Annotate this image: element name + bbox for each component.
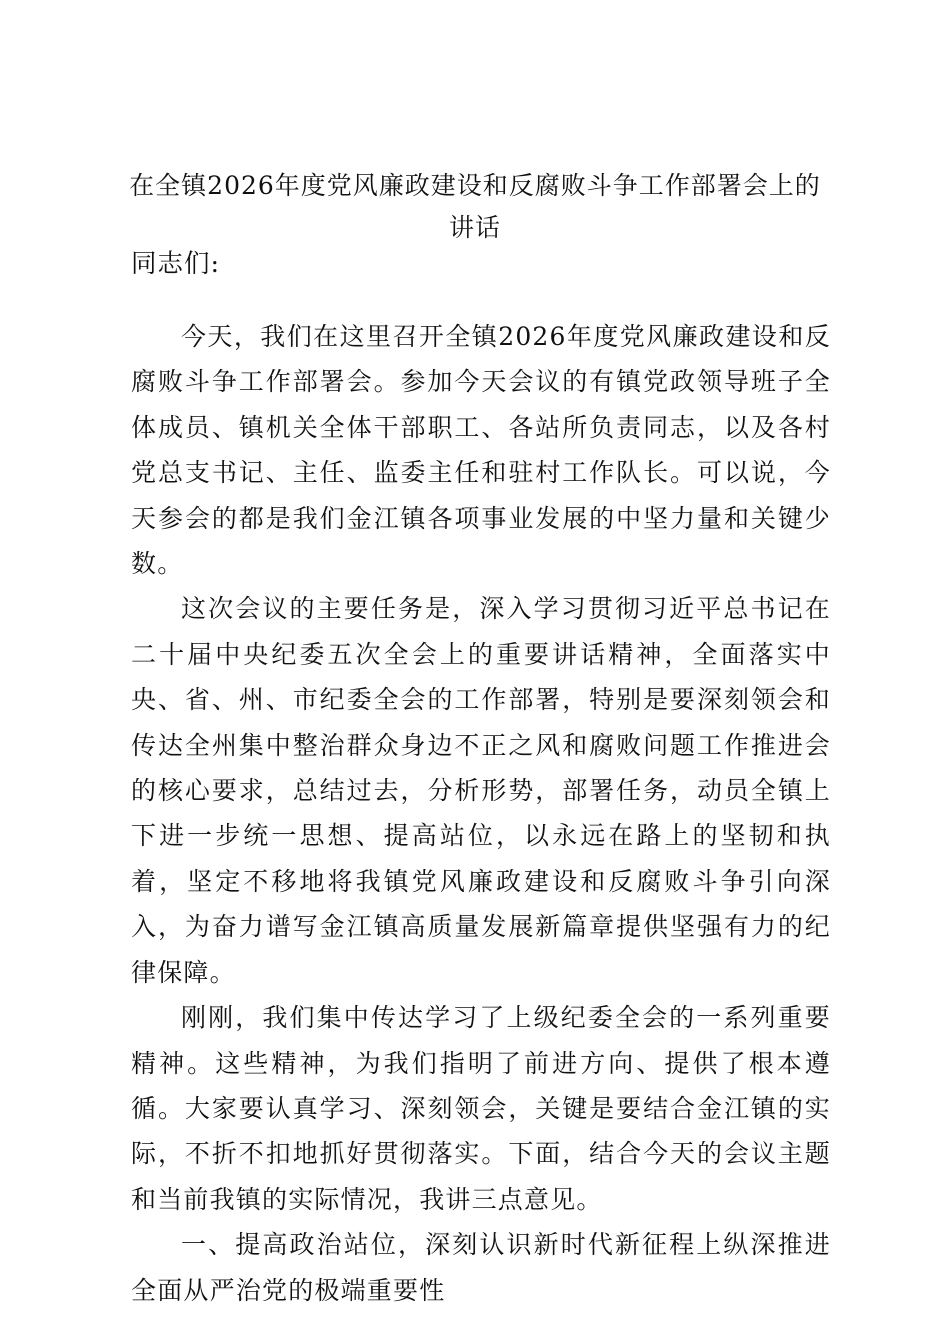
- greeting: 同志们:: [131, 249, 221, 279]
- paragraph-transition: 刚刚，我们集中传达学习了上级纪委全会的一系列重要精神。这些精神，为我们指明了前进方向、提供了根本遵循。大家要认真学习、深刻领会，关键是要结合金江镇的实际，不折不扣地抓好贯彻落实。下面，结合今天的会议主题和当前我镇的实际情况，我讲三点意见。: [131, 1003, 831, 1214]
- paragraph-meeting-tasks: 这次会议的主要任务是，深入学习贯彻习近平总书记在二十届中央纪委五次全会上的重要讲话精神，全面落实中央、省、州、市纪委全会的工作部署，特别是要深刻领会和传达全州集中整治群众身边不正之风和腐败问题工作推进会的核心要求，总结过去，分析形势，部署任务，动员全镇上下进一步统一思想、提高站位，以永远在路上的坚韧和执着，坚定不移地将我镇党风廉政建设和反腐败斗争引向深入，为奋力谱写金江镇高质量发展新篇章提供坚强有力的纪律保障。: [131, 594, 831, 987]
- paragraph-opening: 今天，我们在这里召开全镇2026年度党风廉政建设和反腐败斗争工作部署会。参加今天会议的有镇党政领导班子全体成员、镇机关全体干部职工、各站所负责同志，以及各村党总支书记、主任、监委主任和驻村工作队长。可以说，今天参会的都是我们金江镇各项事业发展的中坚力量和关键少数。: [131, 322, 831, 579]
- section-heading-1: 一、提高政治站位，深刻认识新时代新征程上纵深推进全面从严治党的极端重要性: [131, 1230, 831, 1305]
- document-title: 在全镇2026年度党风廉政建设和反腐败斗争工作部署会上的讲话: [129, 171, 821, 242]
- document-body: [131, 314, 831, 1313]
